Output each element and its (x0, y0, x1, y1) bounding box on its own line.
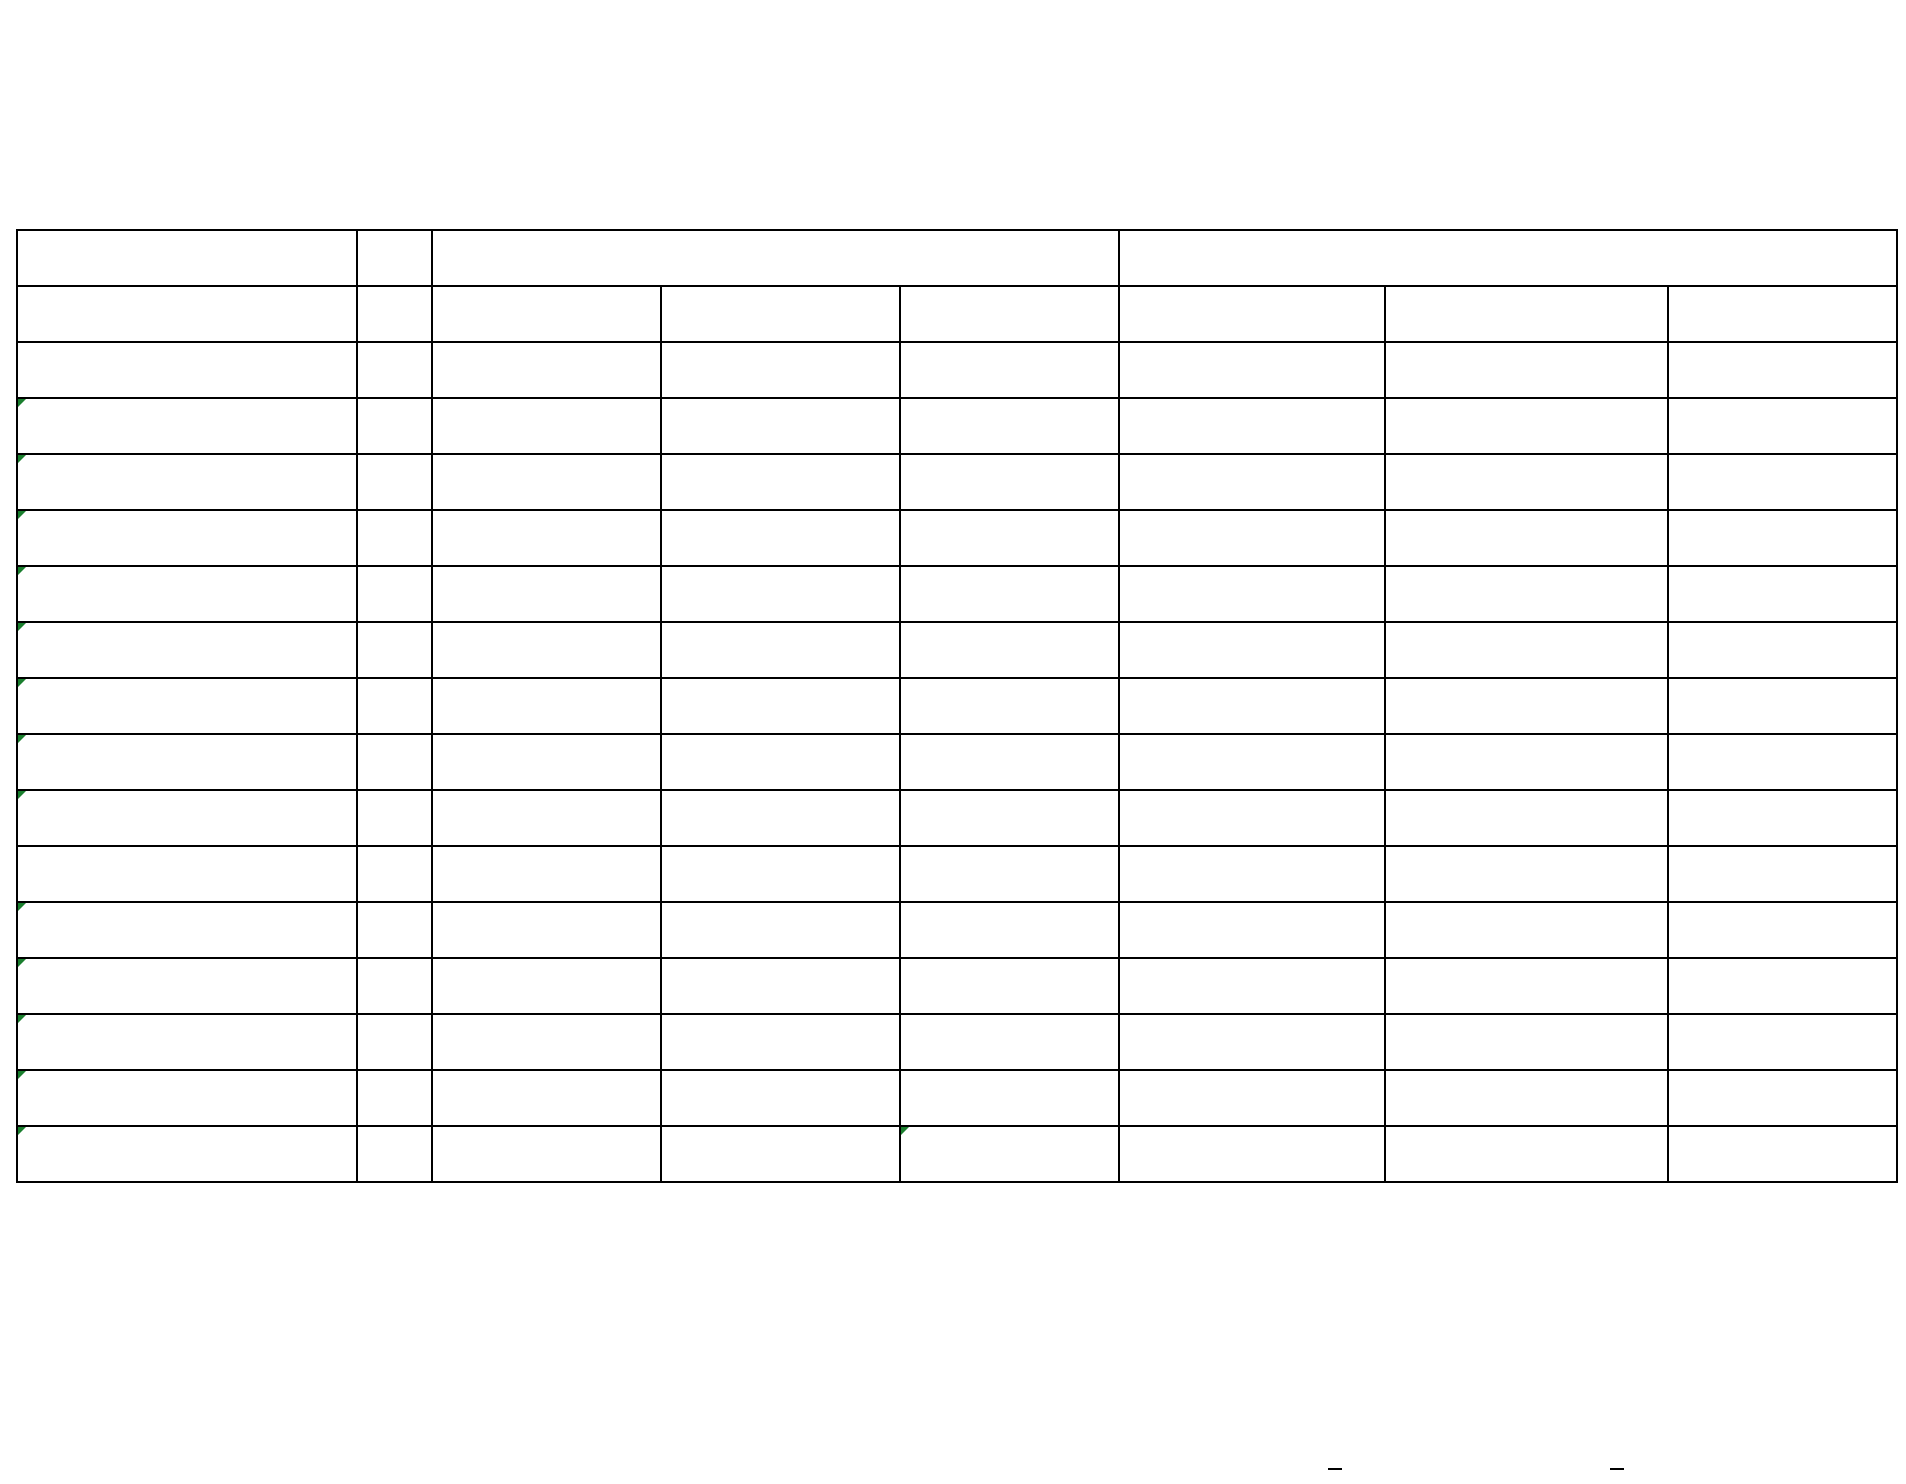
cell-month-total (900, 958, 1119, 1014)
cell-marker (18, 399, 26, 407)
cell-year-unrestricted (1119, 1070, 1385, 1126)
line-number-cell (357, 1126, 432, 1182)
row-label (17, 790, 357, 846)
cell-year-total (1668, 734, 1897, 790)
cell-month-restricted (661, 734, 900, 790)
line-number-cell (357, 454, 432, 510)
cell-month-unrestricted (432, 958, 661, 1014)
cell-month-restricted (661, 1070, 900, 1126)
cell-month-restricted (661, 510, 900, 566)
table-row (17, 1014, 1897, 1070)
header-month-total (900, 286, 1119, 342)
cell-month-restricted (661, 958, 900, 1014)
table-row (17, 790, 1897, 846)
row-label (17, 734, 357, 790)
cell-month-restricted (661, 846, 900, 902)
line-number-cell (357, 622, 432, 678)
cell-month-unrestricted (432, 1126, 661, 1182)
table-row (17, 1070, 1897, 1126)
cell-month-unrestricted (432, 342, 661, 398)
row-label (17, 342, 357, 398)
cell-year-restricted (1385, 398, 1668, 454)
cell-year-total (1668, 1070, 1897, 1126)
cell-year-total (1668, 1014, 1897, 1070)
line-number-cell (357, 846, 432, 902)
table-row (17, 398, 1897, 454)
cell-month-unrestricted (432, 566, 661, 622)
cell-marker (901, 1127, 909, 1135)
row-label (17, 622, 357, 678)
cell-year-restricted (1385, 790, 1668, 846)
header-row-1 (17, 230, 1897, 286)
cell-marker (18, 567, 26, 575)
line-number-cell (357, 1070, 432, 1126)
cell-year-restricted (1385, 622, 1668, 678)
cell-month-restricted (661, 790, 900, 846)
cell-year-restricted (1385, 566, 1668, 622)
line-number-cell (357, 1014, 432, 1070)
cell-year-restricted (1385, 1014, 1668, 1070)
table-body (17, 342, 1897, 1182)
cell-year-total (1668, 1126, 1897, 1182)
cell-year-unrestricted (1119, 846, 1385, 902)
cell-year-total (1668, 790, 1897, 846)
header-item (17, 230, 357, 286)
cell-month-total (900, 510, 1119, 566)
line-number-cell (357, 902, 432, 958)
row-label (17, 510, 357, 566)
line-number-cell (357, 790, 432, 846)
table-row (17, 454, 1897, 510)
cell-month-total (900, 1126, 1119, 1182)
table-row (17, 566, 1897, 622)
cell-year-unrestricted (1119, 790, 1385, 846)
cell-month-unrestricted (432, 1014, 661, 1070)
cell-year-unrestricted (1119, 958, 1385, 1014)
cell-month-total (900, 790, 1119, 846)
cell-marker (18, 735, 26, 743)
header-line-number (357, 230, 432, 286)
header-year-to-date (1119, 230, 1897, 286)
cell-month-unrestricted (432, 678, 661, 734)
cell-year-unrestricted (1119, 398, 1385, 454)
line-number-cell (357, 958, 432, 1014)
header-year-unrestricted (1119, 286, 1385, 342)
cell-year-restricted (1385, 902, 1668, 958)
cell-marker (18, 679, 26, 687)
cell-year-unrestricted (1119, 902, 1385, 958)
cell-month-restricted (661, 398, 900, 454)
cell-year-unrestricted (1119, 342, 1385, 398)
cell-month-total (900, 454, 1119, 510)
table-row (17, 846, 1897, 902)
cell-month-total (900, 1014, 1119, 1070)
row-label (17, 678, 357, 734)
header-month-restricted (661, 286, 900, 342)
cell-month-restricted (661, 566, 900, 622)
cell-year-unrestricted (1119, 510, 1385, 566)
cell-year-total (1668, 622, 1897, 678)
table-row (17, 342, 1897, 398)
cell-year-restricted (1385, 678, 1668, 734)
cell-year-restricted (1385, 1126, 1668, 1182)
table-row (17, 734, 1897, 790)
cell-year-restricted (1385, 958, 1668, 1014)
cell-marker (18, 903, 26, 911)
cell-year-restricted (1385, 846, 1668, 902)
line-number-cell (357, 734, 432, 790)
cell-month-restricted (661, 342, 900, 398)
line-number-cell (357, 342, 432, 398)
header-year-restricted (1385, 286, 1668, 342)
cell-year-unrestricted (1119, 566, 1385, 622)
cell-year-restricted (1385, 1070, 1668, 1126)
cell-marker (18, 1127, 26, 1135)
header-row-2 (17, 286, 1897, 342)
cell-year-unrestricted (1119, 1126, 1385, 1182)
cell-year-total (1668, 566, 1897, 622)
row-label (17, 1126, 357, 1182)
line-number-cell (357, 510, 432, 566)
cell-year-total (1668, 398, 1897, 454)
cell-year-unrestricted (1119, 454, 1385, 510)
cell-month-restricted (661, 454, 900, 510)
cell-month-unrestricted (432, 1070, 661, 1126)
cell-month-total (900, 398, 1119, 454)
row-label (17, 902, 357, 958)
cell-year-restricted (1385, 342, 1668, 398)
header-blank (357, 286, 432, 342)
table-row (17, 1126, 1897, 1182)
activity-statement-table (16, 229, 1898, 1183)
cell-month-unrestricted (432, 846, 661, 902)
row-label (17, 846, 357, 902)
cell-year-restricted (1385, 454, 1668, 510)
cell-month-unrestricted (432, 398, 661, 454)
cell-month-unrestricted (432, 790, 661, 846)
cell-year-unrestricted (1119, 734, 1385, 790)
header-this-month (432, 230, 1119, 286)
cell-month-total (900, 1070, 1119, 1126)
cell-month-unrestricted (432, 510, 661, 566)
table-row (17, 678, 1897, 734)
cell-year-total (1668, 342, 1897, 398)
row-label (17, 566, 357, 622)
cell-month-restricted (661, 1126, 900, 1182)
cell-month-restricted (661, 678, 900, 734)
cell-year-unrestricted (1119, 678, 1385, 734)
line-number-cell (357, 678, 432, 734)
cell-month-restricted (661, 902, 900, 958)
cell-month-unrestricted (432, 902, 661, 958)
cell-month-restricted (661, 622, 900, 678)
cell-year-total (1668, 678, 1897, 734)
cell-month-total (900, 622, 1119, 678)
cell-year-total (1668, 846, 1897, 902)
cell-month-restricted (661, 1014, 900, 1070)
cell-year-restricted (1385, 734, 1668, 790)
row-label (17, 958, 357, 1014)
cell-month-total (900, 902, 1119, 958)
line-number-cell (357, 398, 432, 454)
cell-marker (18, 1015, 26, 1023)
cell-month-unrestricted (432, 454, 661, 510)
cell-year-total (1668, 902, 1897, 958)
cell-year-total (1668, 958, 1897, 1014)
cell-month-unrestricted (432, 734, 661, 790)
cell-year-total (1668, 510, 1897, 566)
cell-marker (18, 511, 26, 519)
cell-year-unrestricted (1119, 622, 1385, 678)
row-label (17, 398, 357, 454)
header-year-total (1668, 286, 1897, 342)
cell-month-total (900, 342, 1119, 398)
cell-marker (18, 959, 26, 967)
cell-year-unrestricted (1119, 1014, 1385, 1070)
cell-marker (18, 791, 26, 799)
row-label (17, 454, 357, 510)
cell-marker (18, 623, 26, 631)
cell-year-restricted (1385, 510, 1668, 566)
cell-month-total (900, 678, 1119, 734)
cell-month-unrestricted (432, 622, 661, 678)
table-row (17, 510, 1897, 566)
cell-month-total (900, 566, 1119, 622)
table-row (17, 622, 1897, 678)
footer-dash-mark (1610, 1468, 1624, 1470)
cell-marker (18, 1071, 26, 1079)
row-label (17, 1070, 357, 1126)
cell-marker (18, 455, 26, 463)
table-row (17, 902, 1897, 958)
footer-dash-mark (1328, 1468, 1342, 1470)
header-month-unrestricted (432, 286, 661, 342)
row-label (17, 1014, 357, 1070)
header-blank (17, 286, 357, 342)
cell-month-total (900, 734, 1119, 790)
table-row (17, 958, 1897, 1014)
cell-year-total (1668, 454, 1897, 510)
line-number-cell (357, 566, 432, 622)
cell-month-total (900, 846, 1119, 902)
